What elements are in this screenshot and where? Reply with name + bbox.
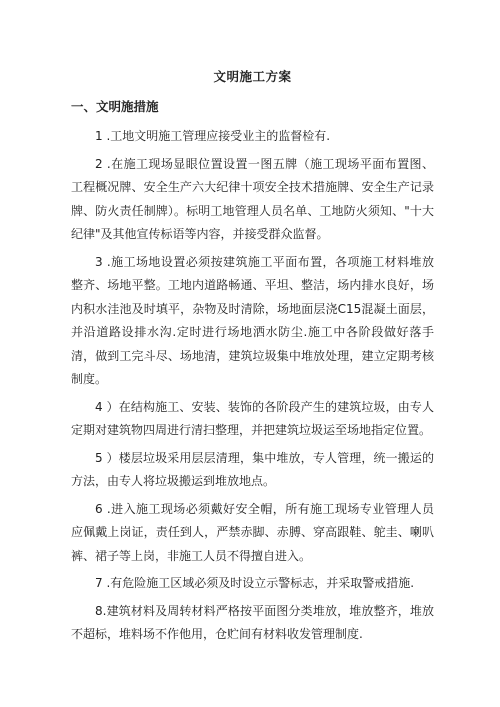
- paragraph-4: 4 ）在结构施工、安装、装饰的各阶段产生的建筑垃圾，由专人定期对建筑物四周进行清扫整理，并把建筑垃圾运至场地指定位置。: [71, 399, 434, 437]
- paragraph-8: 8.建筑材料及周转材料严格按平面图分类堆放，堆放整齐，堆放不超标，堆料场不作他用，仓贮间有材料收发管理制度.: [71, 603, 434, 641]
- paragraph-6: 6 .进入施工现场必须戴好安全帽，所有施工现场专业管理人员应佩戴上岗证，责任到人，严禁赤脚、赤膊、穿高跟鞋、鸵圭、喇叭裤、裙子等上岗，非施工人员不得擅自进入。: [71, 501, 434, 563]
- section-heading: 一、文明施措施: [71, 99, 159, 114]
- paragraph-7: 7 .有危险施工区域必须及时设立示警标志，并采取警戒措施.: [95, 576, 415, 590]
- paragraph-5: 5 ）楼层垃圾采用层层清理，集中堆放，专人管理，统一搬运的方法，由专人将垃圾搬运到堆放地点。: [71, 450, 434, 488]
- paragraph-1: 1 .工地文明施工管理应接受业主的监督检有.: [95, 129, 331, 143]
- paragraph-3: 3 .施工场地设置必须按建筑施工平面布置，各项施工材料堆放整齐、场地平整。工地内道路畅通、平坦、整洁，场内排水良好，场内积水洼池及时填平，杂物及时清除，场地面层浇C15混凝土面层，并沿道路设排水沟.定时进行场地洒水防尘.施工中各阶段做好落手清，做到工完斗尽、场地清，建筑垃圾集中堆放处理，建立定期考核制度。: [71, 254, 434, 386]
- paragraph-2: 2 .在施工现场显眼位置设置一图五牌（施工现场平面布置图、工程概况牌、安全生产六大纪律十项安全技术措施牌、安全生产记录牌、防火责任制牌）。标明工地管理人员名单、工地防火须知、"十大纪律"及其他宣传标语等内容，并接受群众监督。: [71, 156, 434, 241]
- document-title: 文明施工方案: [213, 69, 292, 84]
